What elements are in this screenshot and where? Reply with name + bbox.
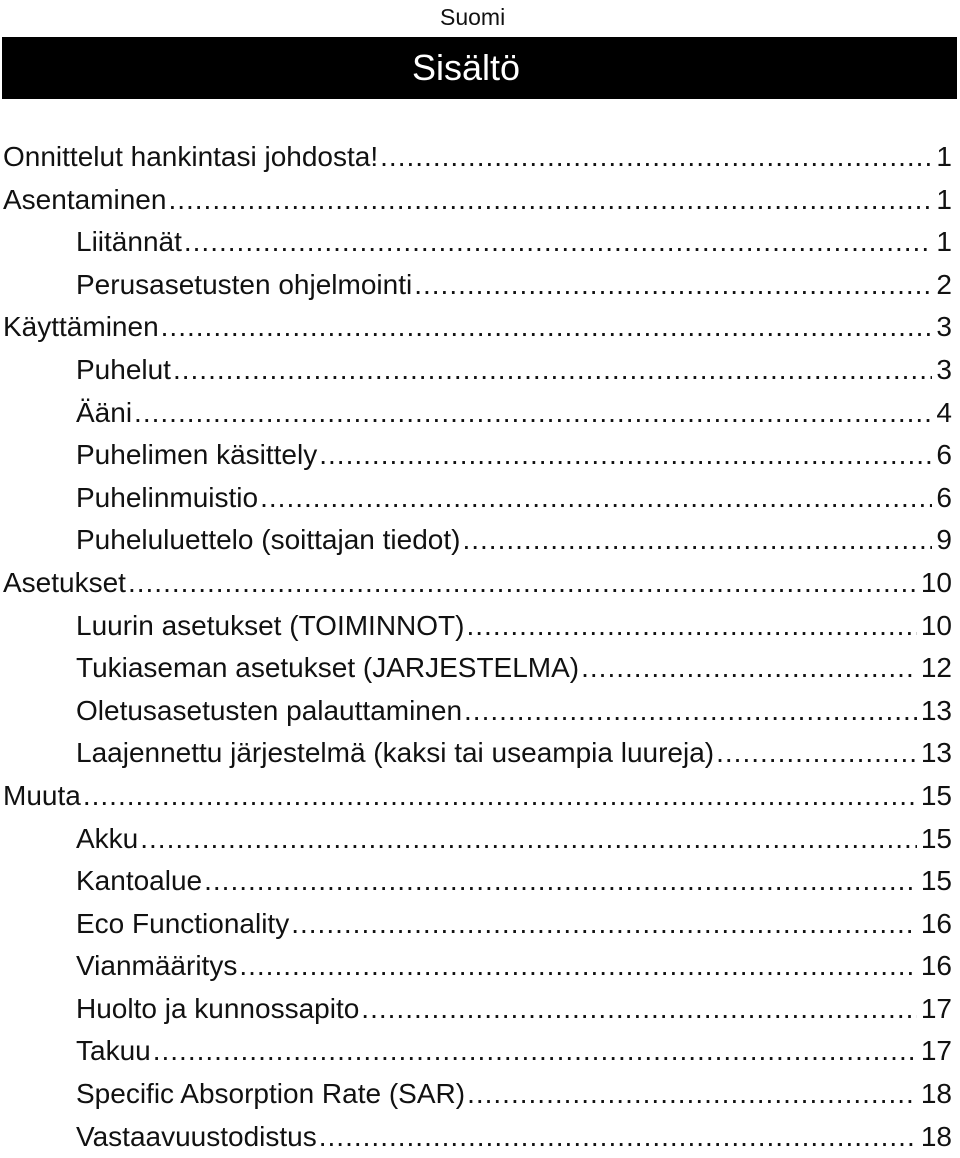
page-title: Sisältö [412,47,521,88]
toc-entry-page-number: 16 [920,950,952,982]
dot-leader [291,903,917,945]
dot-leader [204,860,917,902]
toc-entry-title: Ääni [76,396,133,428]
toc-entry [0,349,960,392]
toc-entry-page-number: 13 [920,737,952,769]
toc-entry-page-number: 6 [936,481,952,513]
toc-entry-page-number: 1 [936,226,952,258]
toc-entry-title: Muuta [3,779,81,811]
dot-leader [581,647,917,689]
dot-leader [161,306,933,348]
dot-leader [134,392,932,434]
toc-entry-page-number: 15 [920,865,952,897]
dot-leader [168,179,932,221]
toc-entry-page-number: 3 [936,311,952,343]
dot-leader [319,1116,917,1158]
dot-leader [361,988,917,1030]
toc-entry [0,818,960,861]
toc-entry-title: Puhelinmuistio [76,481,259,513]
dot-leader [153,1030,917,1072]
toc-entry [0,860,960,903]
toc-entry-page-number: 9 [936,524,952,556]
table-of-contents [0,136,960,1158]
toc-entry-title: Eco Functionality [76,907,290,939]
toc-entry-title: Puheluluettelo (soittajan tiedot) [76,524,461,556]
dot-leader [462,519,932,561]
toc-entry [0,775,960,818]
toc-entry [0,945,960,988]
toc-entry-page-number: 6 [936,439,952,471]
toc-entry-title: Asentaminen [3,183,167,215]
toc-entry [0,562,960,605]
dot-leader [260,477,932,519]
toc-entry-title: Vianmääritys [76,950,238,982]
toc-entry-page-number: 13 [920,694,952,726]
toc-entry-title: Tukiaseman asetukset (JARJESTELMA) [76,652,580,684]
toc-entry-title: Onnittelut hankintasi johdosta! [3,141,379,172]
toc-entry [0,136,960,179]
toc-entry-page-number: 10 [920,566,952,598]
dot-leader [467,1073,917,1115]
toc-entry-page-number: 1 [936,183,952,215]
toc-entry-title: Akku [76,822,139,854]
toc-entry [0,519,960,562]
toc-entry-page-number: 17 [920,992,952,1024]
toc-entry-title: Laajennettu järjestelmä (kaksi tai useampia luureja) [76,737,715,769]
toc-entry [0,306,960,349]
dot-leader [464,690,917,732]
dot-leader [380,136,932,178]
toc-entry-title: Huolto ja kunnossapito [76,992,360,1024]
toc-entry-title: Käyttäminen [3,311,159,343]
toc-entry [0,264,960,307]
toc-entry [0,903,960,946]
toc-entry-page-number: 15 [920,779,952,811]
toc-entry-title: Specific Absorption Rate (SAR) [76,1078,466,1110]
dot-leader [466,605,916,647]
toc-entry-title: Oletusasetusten palauttaminen [76,694,463,726]
toc-entry-page-number: 18 [920,1120,952,1152]
toc-entry-page-number: 15 [920,822,952,854]
toc-entry-title: Puhelimen käsittely [76,439,318,471]
toc-entry-page-number: 4 [936,396,952,428]
toc-entry [0,732,960,775]
toc-entry-title: Takuu [76,1035,151,1067]
toc-entry [0,1073,960,1116]
toc-entry [0,1030,960,1073]
dot-leader [716,732,917,774]
toc-entry [0,179,960,222]
dot-leader [173,349,932,391]
toc-entry [0,647,960,690]
toc-entry-page-number: 2 [936,268,952,300]
toc-entry-page-number: 16 [920,907,952,939]
title-bar [2,37,957,99]
toc-entry [0,988,960,1031]
toc-entry-page-number: 17 [920,1035,952,1067]
toc-entry-title: Puhelut [76,353,171,385]
toc-entry-title: Asetukset [3,566,126,598]
toc-entry [0,605,960,648]
toc-entry [0,221,960,264]
toc-entry-title: Vastaavuustodistus [76,1120,317,1152]
toc-entry [0,434,960,477]
dot-leader [128,562,917,604]
toc-entry-title: Liitännät [76,226,182,258]
dot-leader [184,221,933,263]
toc-entry-title: Luurin asetukset (TOIMINNOT) [76,609,465,641]
dot-leader [83,775,917,817]
dot-leader [239,945,917,987]
toc-entry-page-number: 1 [936,141,952,172]
toc-entry [0,690,960,733]
language-label: Suomi [440,4,506,30]
toc-entry-title: Perusasetusten ohjelmointi [76,268,413,300]
toc-entry [0,477,960,520]
dot-leader [319,434,932,476]
toc-entry-page-number: 10 [920,609,952,641]
toc-entry-page-number: 12 [920,652,952,684]
toc-entry-title: Kantoalue [76,865,203,897]
dot-leader [414,264,932,306]
toc-entry [0,392,960,435]
toc-entry [0,1116,960,1158]
toc-entry-page-number: 3 [936,353,952,385]
toc-entry-page-number: 18 [920,1078,952,1110]
dot-leader [140,818,917,860]
